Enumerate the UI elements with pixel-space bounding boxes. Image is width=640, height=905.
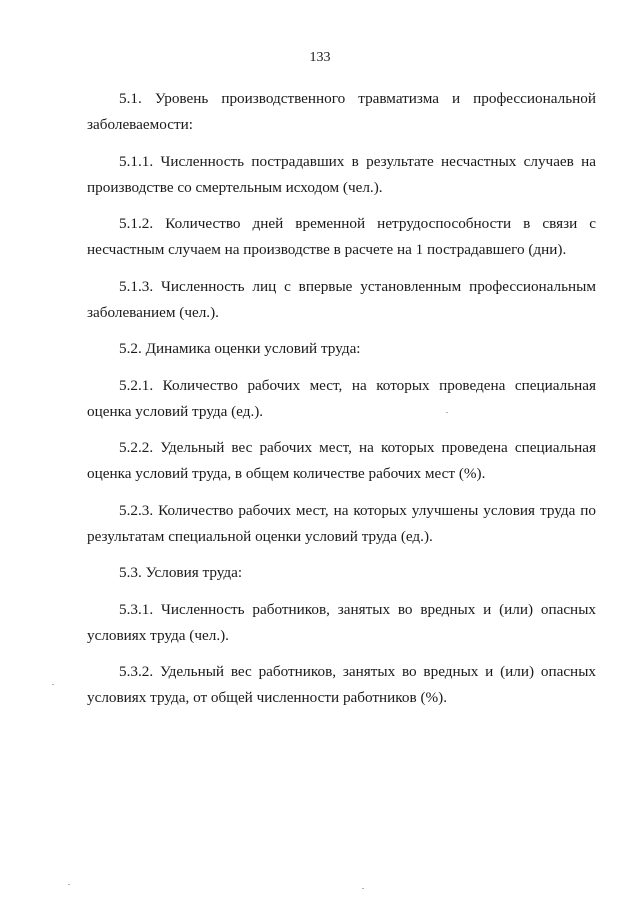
paragraph-5-3-2: 5.3.2. Удельный вес работников, занятых во вредных и (или) опасных условиях труда, от общей численности работников (%). — [87, 663, 596, 706]
paragraph-5-1-2: 5.1.2. Количество дней временной нетрудоспособности в связи с несчастным случаем на производстве в расчете на 1 пострадавшего (дни). — [87, 215, 596, 258]
scan-speck — [446, 412, 448, 413]
paragraph-5-1: 5.1. Уровень производственного травматизма и профессиональной заболеваемости: — [87, 90, 596, 133]
paragraph-5-3: 5.3. Условия труда: — [119, 564, 243, 581]
paragraph-5-2-2: 5.2.2. Удельный вес рабочих мест, на которых проведена специальная оценка условий труда, в общем количестве рабочих мест (%). — [87, 439, 596, 482]
document-body — [87, 86, 596, 722]
page-number: 133 — [309, 50, 331, 65]
paragraph-5-3-1: 5.3.1. Численность работников, занятых во вредных и (или) опасных условиях труда (чел.). — [87, 600, 596, 644]
paragraph-5-1-3: 5.1.3. Численность лиц с впервые установленным профессиональным заболеванием (чел.). — [87, 277, 596, 321]
paragraph-5-1-1: 5.1.1. Численность пострадавших в результате несчастных случаев на производстве со смертельным исходом (чел.). — [87, 152, 596, 196]
scan-speck — [362, 888, 364, 889]
scan-speck — [68, 884, 70, 885]
paragraph-5-2-3: 5.2.3. Количество рабочих мест, на которых улучшены условия труда по результатам специальной оценки условий труда (ед.). — [87, 501, 596, 545]
scan-speck — [52, 684, 54, 685]
paragraph-5-2: 5.2. Динамика оценки условий труда: — [119, 340, 361, 357]
paragraph-5-2-1: 5.2.1. Количество рабочих мест, на которых проведена специальная оценка условий труда (ед.). — [87, 376, 596, 420]
